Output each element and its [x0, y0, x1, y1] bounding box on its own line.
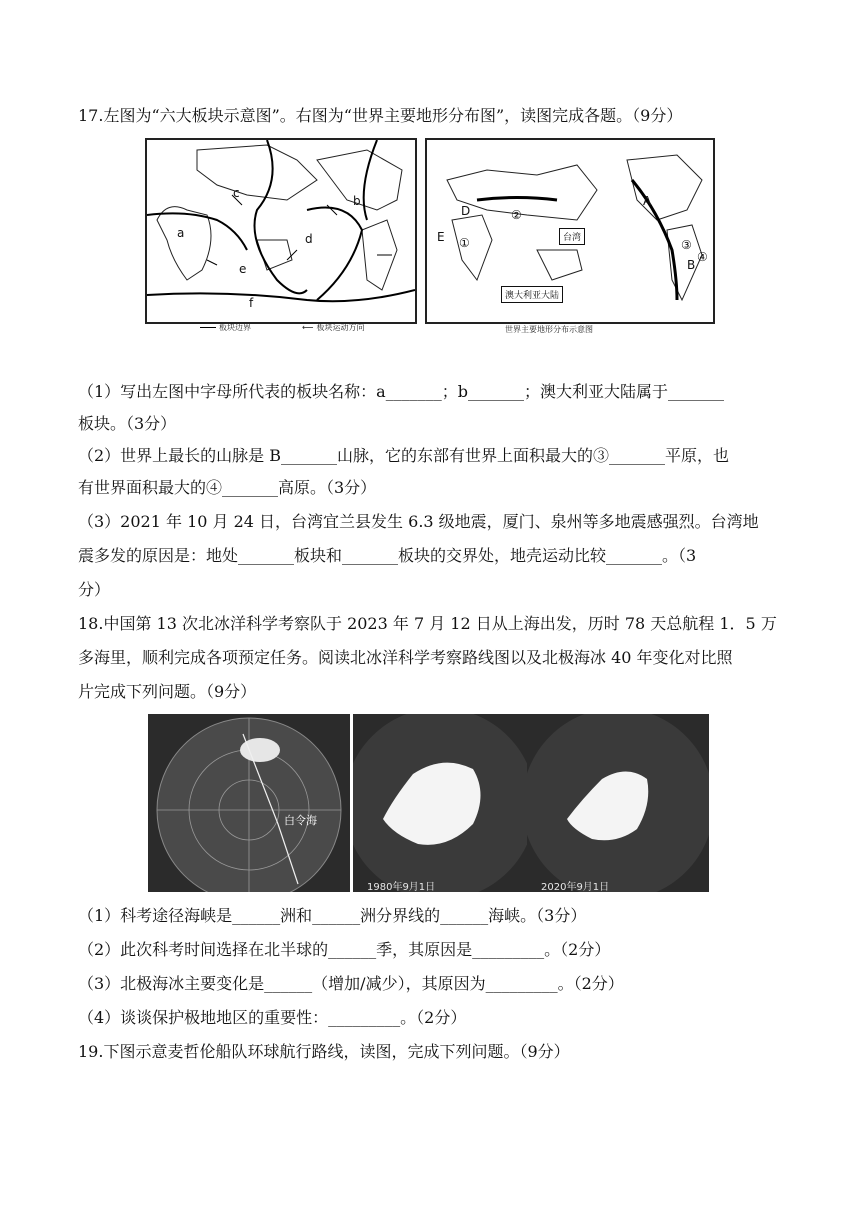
q17-sub2-line2: 有世界面积最大的④_______高原。（3分） — [78, 478, 377, 497]
legend-boundary: 板块边界 — [200, 322, 251, 333]
plate-map-figure — [145, 138, 417, 324]
q17-title: 17.左图为“六大板块示意图”。右图为“世界主要地形分布图”，读图完成各题。（9分） — [78, 106, 683, 125]
sea-ice-2020-photo — [527, 714, 709, 892]
landform-letter-A: A — [643, 194, 652, 208]
label-2020: 2020年9月1日 — [541, 882, 610, 892]
label-australia: 澳大利亚大陆 — [501, 286, 563, 303]
plate-label-e: e — [239, 262, 247, 276]
label-bering-sea: 白令海 — [284, 814, 317, 827]
q18-sub2: （2）此次科考时间选择在北半球的______季，其原因是_________。（2分） — [78, 940, 611, 959]
q18-sub3: （3）北极海冰主要变化是______（增加/减少），其原因为_________。（2分） — [78, 974, 624, 993]
sea-ice-2020-svg — [527, 714, 709, 892]
q18-sub4: （4）谈谈保护极地地区的重要性：_________。（2分） — [78, 1008, 467, 1027]
landform-letter-E: E — [437, 230, 445, 244]
q17-sub1-line2: 板块。（3分） — [78, 414, 177, 433]
sea-ice-1980-svg — [353, 714, 527, 892]
landform-number-3: ③ — [681, 238, 692, 252]
plate-label-d: d — [305, 232, 313, 246]
landform-map-figure — [425, 138, 715, 324]
landform-number-1: ① — [459, 236, 470, 250]
landform-map-caption: 世界主要地形分布示意图 — [505, 325, 593, 334]
q17-sub1-line1: （1）写出左图中字母所代表的板块名称：a_______；b_______；澳大利亚大陆属于_______ — [78, 382, 724, 401]
q17-sub2-line1: （2）世界上最长的山脉是 B_______山脉，它的东部有世界上面积最大的③_______平原，也 — [78, 446, 730, 465]
plate-label-c: c — [233, 186, 240, 200]
q17-sub3-line1: （3）2021 年 10 月 24 日，台湾宜兰县发生 6.3 级地震，厦门、泉州等多地震感强烈。台湾地 — [78, 512, 759, 531]
plate-map-svg — [147, 140, 415, 322]
q18-sub1: （1）科考途径海峡是______洲和______洲分界线的______海峡。（3分） — [78, 906, 587, 925]
landform-number-2: ② — [511, 208, 522, 222]
q17-sub3-line3: 分） — [78, 580, 111, 599]
landform-number-4: ④ — [697, 250, 708, 264]
landform-letter-D: D — [461, 204, 471, 218]
label-1980: 1980年9月1日 — [367, 882, 436, 892]
q17-sub3-line2: 震多发的原因是：地处_______板块和_______板块的交界处，地壳运动比较_______。（3 — [78, 546, 697, 565]
landform-letter-B: B — [687, 258, 696, 272]
label-taiwan: 台湾 — [559, 228, 585, 245]
arctic-globe-svg — [148, 714, 350, 892]
arctic-route-photo — [148, 714, 350, 892]
plate-label-a: a — [177, 226, 185, 240]
q18-title-line2: 多海里，顺利完成各项预定任务。阅读北冰洋科学考察路线图以及北极海冰 40 年变化对比照 — [78, 648, 733, 667]
q19-title: 19.下图示意麦哲伦船队环球航行路线，读图，完成下列问题。（9分） — [78, 1042, 570, 1061]
plate-label-b: b — [353, 194, 361, 208]
plate-label-f: f — [249, 296, 254, 310]
q18-title-line1: 18.中国第 13 次北冰洋科学考察队于 2023 年 7 月 12 日从上海出发，历时 78 天总航程 1．5 万 — [78, 614, 777, 633]
q18-title-line3: 片完成下列问题。（9分） — [78, 682, 257, 701]
legend-direction: ⟵ 板块运动方向 — [302, 323, 365, 332]
sea-ice-1980-photo — [353, 714, 527, 892]
